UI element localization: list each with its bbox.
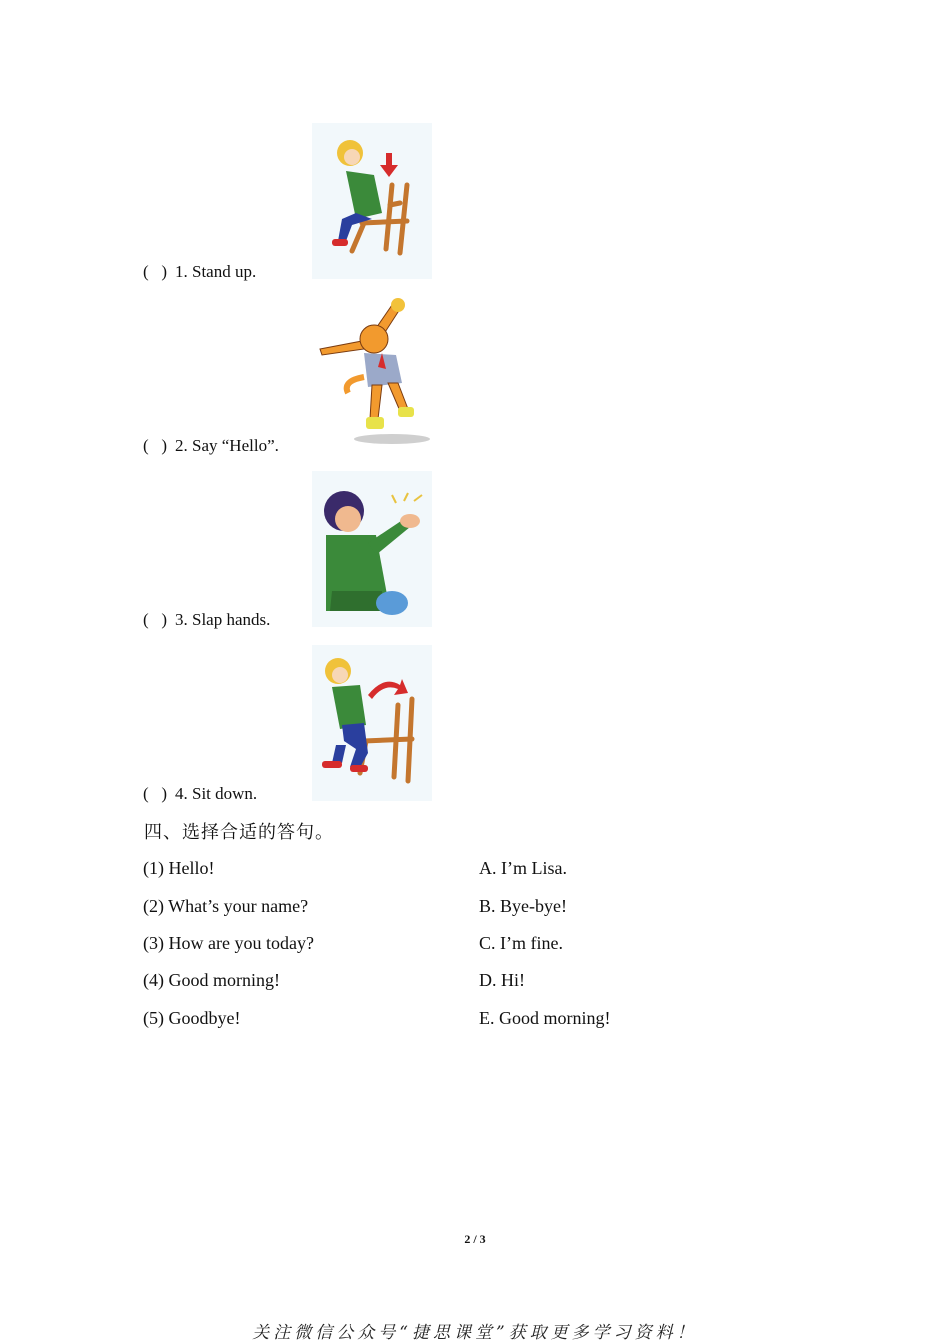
answer-a: A. I’m Lisa. bbox=[479, 858, 567, 878]
answer-blank[interactable]: ( ) bbox=[143, 262, 168, 281]
answer-c: C. I’m fine. bbox=[479, 933, 563, 953]
boy-clapping-picture bbox=[312, 471, 432, 627]
girl-sitting-down-picture bbox=[312, 123, 432, 279]
page-number: 2 / 3 bbox=[464, 1232, 486, 1246]
answer-blank[interactable]: ( ) bbox=[143, 436, 168, 455]
exercise-item-4 bbox=[143, 784, 257, 804]
item-text: 2. Say “Hello”. bbox=[175, 436, 279, 455]
item-text: 1. Stand up. bbox=[175, 262, 257, 281]
footer-promo: 关注微信公众号“捷思课堂”获取更多学习资料！ bbox=[252, 1323, 698, 1343]
answer-d: D. Hi! bbox=[479, 970, 525, 990]
question-4: (4) Good morning! bbox=[143, 970, 280, 990]
exercise-item-2 bbox=[143, 436, 279, 456]
girl-standing-up-picture bbox=[312, 645, 432, 801]
answer-blank[interactable]: ( ) bbox=[143, 784, 168, 803]
tiger-dancing-picture bbox=[312, 297, 432, 453]
section-title: 四、选择合适的答句。 bbox=[144, 822, 334, 843]
item-text: 3. Slap hands. bbox=[175, 610, 271, 629]
answer-e: E. Good morning! bbox=[479, 1008, 611, 1028]
question-1: (1) Hello! bbox=[143, 858, 215, 878]
answer-blank[interactable]: ( ) bbox=[143, 610, 168, 629]
answer-b: B. Bye-bye! bbox=[479, 896, 567, 916]
exercise-item-3 bbox=[143, 610, 270, 630]
question-5: (5) Goodbye! bbox=[143, 1008, 241, 1028]
item-text: 4. Sit down. bbox=[175, 784, 258, 803]
exercise-item-1 bbox=[143, 262, 256, 282]
question-2: (2) What’s your name? bbox=[143, 896, 309, 916]
question-3: (3) How are you today? bbox=[143, 933, 314, 953]
